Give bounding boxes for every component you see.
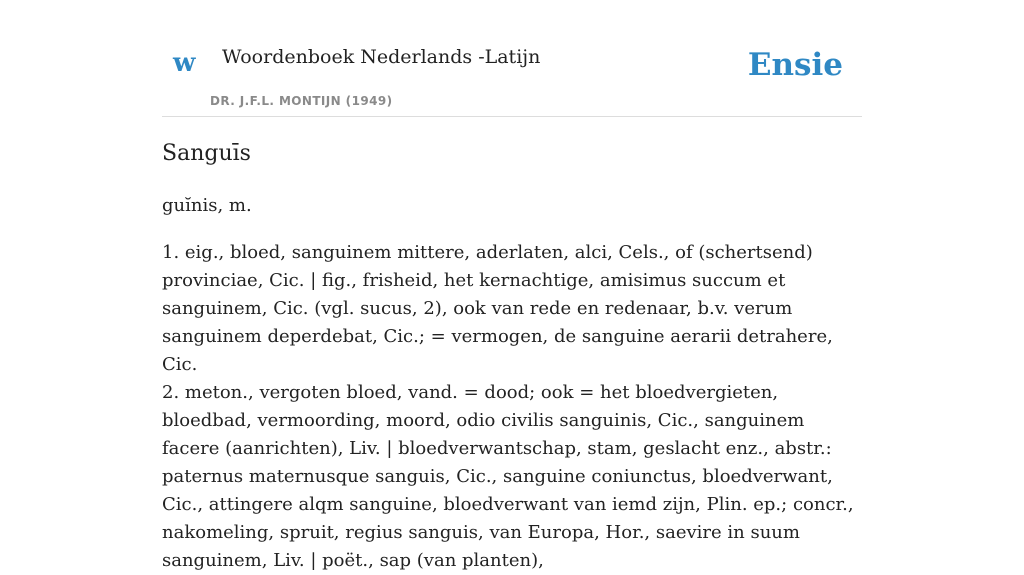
entry-grammar: guĭnis, m. — [162, 195, 252, 216]
dictionary-author: DR. J.F.L. MONTIJN (1949) — [210, 94, 393, 108]
entry-headword: Sanguīs — [162, 141, 251, 166]
entry-content — [162, 136, 862, 575]
brand-logo[interactable]: Ensie — [747, 47, 843, 83]
dictionary-logo-icon[interactable]: w — [173, 48, 196, 78]
entry-sense-2: 2. meton., vergoten bloed, vand. = dood; ook = het bloedvergieten, bloedbad, vermoording, moord, odio civilis sanguinis, Cic., sanguinem facere (aanrichten), Liv. | bloedverwantschap, stam, geslacht enz., abstr.: paternus maternusque sanguis, Cic., sanguine coniunctus, bloedverwant, Cic., attingere alqm sanguine, bloedverwant van iemd zijn, Plin. ep.; concr., nakomeling, spruit, regius sanguis, van Europa, Hor., saevire in suum sanguinem, Liv. | poët., sap (van planten), — [162, 382, 854, 571]
entry-sense-1: 1. eig., bloed, sanguinem mittere, aderlaten, alci, Cels., of (schertsend) provinciae, Cic. | fig., frisheid, het kernachtige, amisimus succum et sanguinem, Cic. (vgl. sucus, 2), ook van rede en redenaar, b.v. verum sanguinem deperdebat, Cic.; = vermogen, de sanguine aerarii detrahere, Cic. — [162, 242, 833, 375]
page-header — [162, 0, 862, 117]
dictionary-title[interactable]: Woordenboek Nederlands -Latijn — [222, 46, 541, 68]
